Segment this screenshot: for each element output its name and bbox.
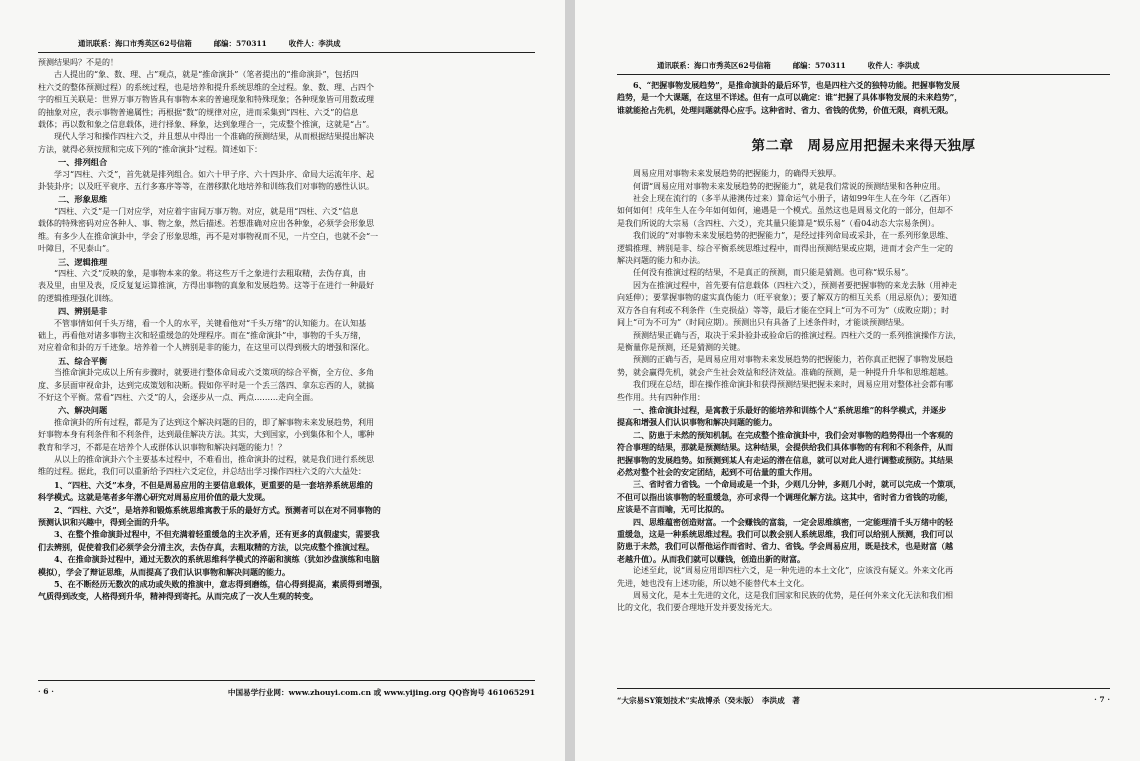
text-line: 3、在整个推命演卦过程中，不但充满着轻重缓急的主次矛盾，还有更多的真假虚实，需要我: [38, 529, 380, 540]
text-line: 学习“四柱、六爻”，首先就是排列组合。如六十甲子序、六十四卦序、命局大运流年序、起: [38, 169, 375, 179]
text-line: 科学模式。这就是笔者多年潜心研究对周易应用价值的最大发现。: [38, 492, 270, 503]
header-postcode: 邮编：570311: [213, 39, 267, 48]
text-line: 不管事情如何千头万绪，看一个人的水平，关键看他对“千头万绪”的认知能力。在认知基: [38, 318, 367, 328]
text-line: 模拟），学会了辩证思维，从而提高了我们认识事物和解决问题的能力。: [38, 566, 290, 577]
text-line: 不好这个平衡。常看“四柱、六爻”的人，会逐步从一点、两点………走向全面。: [38, 392, 319, 402]
text-line: 叶障目，不见泰山”。: [38, 244, 115, 254]
footer-book: “大宗易SY策划技术”实战博杀（癸未版） 李洪成 著: [617, 696, 800, 705]
text-line: 论述至此，说“周易应用即四柱六爻，是一种先进的本土文化”，应该没有疑义。外来文化再: [617, 566, 954, 576]
text-line: 字的相互关联是：世界万事万物皆具有事物本来的普遍现象和特殊现象；各种现象皆可用数或理: [38, 95, 374, 105]
book-gutter: [565, 0, 575, 761]
page-number: · 6 ·: [38, 687, 54, 696]
text-line: 任何没有推演过程的结果，不是真正的预测，而只能是猜测。也可称“娱乐易”。: [617, 268, 914, 278]
chapter-title: 第二章 周易应用把握未来得天独厚: [751, 138, 976, 155]
page-footer: [617, 688, 1110, 706]
section-heading: 六、解决问题: [58, 405, 108, 416]
text-line: 周易应用对事物未来发展趋势的把握能力，的确得天独厚。: [617, 169, 841, 179]
text-line: 解决问题的能力和办法。: [617, 256, 705, 266]
left-page: [0, 0, 565, 761]
text-line: 推命演卦的所有过程，都是为了达到这个解决问题的目的，即了解事物未来发展趋势，利用: [38, 417, 374, 427]
text-line: 预测结果正确与否，取决于采卦验卦或验命后的推演过程。四柱六爻的一系列推演操作方法，: [617, 330, 961, 340]
text-line: 四、思维蕴密创造财富。一个会赚钱的富翁，一定会思维缜密，一定能理清千头万绪中的轻: [617, 516, 953, 527]
text-line: 不但可以指出该事物的轻重缓急，亦可求得一个调理化解方法。这其中，省时省力省钱的功能，: [617, 491, 953, 502]
text-line: 维的过程。据此，我们可以重新给予四柱六爻定位，并总结出学习操作四柱六爻的六大益处：: [38, 467, 366, 477]
text-line: 周易文化，是本土先进的文化，这是我们国家和民族的优势，是任何外来文化无法和我们相: [617, 591, 953, 601]
text-line: 好事物本身有利条件和不利条件，达到最佳解决方法。其实，大到国家，小到集体和个人，哪种: [38, 430, 374, 440]
text-line: 的逻辑推理强化训练。: [38, 293, 118, 303]
left-body-text: [38, 57, 535, 603]
text-line: 2、“四柱、六爻”，是培养和锻炼系统思维寓教于乐的最好方式。预测者可以在对不同事物的: [38, 504, 381, 515]
text-line: 是我们所说的大宗易（含四柱、六爻），充其量只能算是“娱乐易”（看04动态大宗易条例）。: [617, 218, 940, 228]
text-line: 教育和学习，不都是在培养个人或群体认识事物和解决问题的能力！？: [38, 442, 286, 452]
text-line: 防患于未然，我们可以帮他运作而省时、省力、省钱。学会周易应用，既是技术，也是财富（越: [617, 541, 953, 552]
text-line: 预测结果吗？不是的！: [38, 58, 118, 67]
text-line: 逻辑推理、辨别是非、综合平衡系统思维过程中，而得出预测结果或应期，进而才会产生一定的: [617, 243, 953, 253]
text-line: 表及里，由里及表，反反复复运算推演，方得出事物的真象和发展趋势。这等于在进行一种最好: [38, 281, 374, 291]
text-line: 把握事物的发展趋势。如预测到某人有走运的潜在信息，就可以对此人进行调整或预防。其结果: [617, 454, 953, 465]
text-line: 间上“可为不可为”（时间应期）。预测出只有具备了上述条件时，才能谈预测结果。: [617, 318, 910, 328]
text-line: 我们说的“对事物未来发展趋势的把握能力”，是经过排列命局或采卦，在一系列形象思维、: [617, 231, 954, 241]
text-line: 如何如何！戌年生人在今年如何如何，遍遇是一个模式。虽然这也是周易文化的一部分，但却不: [617, 206, 953, 216]
section-heading: 二、形象思维: [58, 194, 108, 205]
text-line: 从以上的推命演卦六个主要基本过程中，不难看出，推命演卦的过程，就是我们进行系统思: [38, 455, 374, 464]
text-line: 何谓“周易应用对事物未来发展趋势的把握能力”，就是我们常说的预测结果和各种应用。: [617, 181, 946, 191]
text-line: 趋势，是一个大课题，在这里不详述。但有一点可以确定：谁“把握了具体事物发展的未来趋势”，: [617, 92, 963, 103]
header-postcode: 邮编：570311: [792, 61, 846, 70]
text-line: 二、防患于未然的预知机制。在完成整个推命演卦中，我们会对事物的趋势得出一个客观的: [617, 429, 953, 440]
text-line: 度、多层面审视命卦，达到完成策划和决断。假如你平时是一个丢三落四、拿东忘西的人，就搞: [38, 380, 374, 390]
text-line: “四柱、六爻”反映的象，是事物本来的象。将这些万千之象进行去粗取精，去伪存真，由: [38, 268, 367, 278]
text-line: 础上，再看他对诸多事物主次和轻重缓急的处理程序。而在“推命演卦”中，事物的千头万绪，: [38, 330, 367, 340]
text-line: 提高和增强人们认识事物和解决问题的能力。: [617, 417, 777, 428]
right-body-text: [617, 168, 1110, 615]
header-recipient: 收件人：李洪成: [288, 39, 341, 48]
page-header: [38, 38, 535, 49]
text-line: 方法，就得必须按照和完成下列的“推命演卦”过程。简述如下：: [38, 144, 263, 154]
text-line: 应该是不言而喻，无可比拟的。: [617, 504, 729, 515]
text-line: 预测认识和兴趣中，得到全面的升华。: [38, 517, 174, 528]
right-intro-text: [617, 79, 1110, 116]
text-line: 符合事理的结果，那就是预测结果。这种结果，会提供给我们具体事物的有利和不利条件，从而: [617, 442, 953, 453]
footer-site: 中国易学行业网：www.zhouyi.com.cn 或 www.yijing.org QQ咨询号 461065291: [227, 688, 535, 697]
text-line: 一、推命演卦过程，是寓教于乐最好的能培养和训练个人“系统思维”的科学模式，并逐步: [617, 404, 947, 415]
text-line: 维。有多少人在推命演卦中，学会了形象思维，再不是对事物视而不见，一片空白，也就不会“一: [38, 231, 379, 241]
text-line: 双方各自有利或不利条件（生克损益）等等，最后才能在空间上“可为不可为”（成败应期）；时: [617, 305, 950, 315]
text-line: 些作用。共有四种作用：: [617, 392, 705, 402]
text-line: 1、“四柱、六爻”本身，不但是周易应用的主要信息载体，更重要的是一套培养系统思维的: [38, 479, 373, 490]
text-line: 必然对整个社会的安定团结，起到不可估量的重大作用。: [617, 466, 817, 477]
text-line: 当推命演卦完成以上所有步骤时，就要进行整体命局或六爻策项的综合平衡，全方位、多角: [38, 368, 374, 378]
text-line: 6、“把握事物发展趋势”，是推命演卦的最后环节，也是四柱六爻的独特功能。把握事物发展: [617, 80, 960, 90]
text-line: 因为在推演过程中，首先要有信息载体（四柱六爻），预测者要把握事物的来龙去脉（用神走: [617, 280, 957, 290]
text-line: 载体；再以数和象之信息载体，进行择象、释象，达到象理合一，完成整个推演，这就是“占”。: [38, 120, 375, 130]
header-recipient: 收件人：李洪成: [867, 61, 920, 70]
header-rule: [38, 52, 535, 53]
text-line: 社会上现在流行的（多半从港澳传过来）算命运气小册子，诸如99年生人在今年（乙酉年）: [617, 194, 956, 204]
text-line: 势，就会赢得先机，就会产生社会效益和经济效益。准确的预测，是一种提升升华和思维超越。: [617, 367, 953, 377]
text-line: “四柱、六爻”是一门对应学，对应着宇宙间万事万物。对应，就是用“四柱、六爻”信息: [38, 206, 359, 216]
header-address: 通讯联系：海口市秀英区62号信箱: [657, 61, 771, 70]
text-line: 是衡量你是预测，还是猜测的关键。: [617, 342, 745, 352]
section-heading: 四、辨别是非: [58, 306, 108, 317]
text-line: 的抽象对应，表示事物普遍属性；再根据“数”的规律对应，进而采集到“四柱、六爻”的信息: [38, 107, 359, 117]
text-line: 们去辨别，促使着我们必须学会分清主次，去伪存真，去粗取精的方法，以完成整个推演过程。: [38, 541, 374, 552]
text-line: 我们现在总结，即在操作推命演卦和获得预测结果把握未来时，周易应用对整体社会都有哪: [617, 380, 953, 390]
page-number: · 7 ·: [1094, 695, 1110, 704]
text-line: 卦装卦序；以及旺平衰序、五行多寡序等等，在潜移默化地培养和训练我们对事物的感性认识。: [38, 182, 374, 192]
text-line: 4、在推命演卦过程中，通过无数次的系统思维科学模式的淬砺和演练（犹如沙盘演练和电脑: [38, 554, 380, 565]
right-page: [575, 0, 1140, 761]
page-header: [617, 60, 1110, 71]
text-line: 预测的正确与否，是周易应用对事物未来发展趋势的把握能力，若你真正把握了事物发展趋: [617, 355, 953, 365]
section-heading: 五、综合平衡: [58, 355, 108, 366]
section-heading: 三、逻辑推理: [58, 256, 108, 267]
text-line: 三、省时省力省钱。一个命局或是一个卦，少则几分钟，多则几小时，就可以完成一个策项，: [617, 479, 961, 490]
page-footer: [38, 680, 535, 698]
text-line: 向延伸）；要掌握事物的虚实真伪能力（旺平衰象）；要了解双方的相互关系（用忌原仇）；要知道: [617, 293, 957, 303]
text-line: 5、在不断经历无数次的成功或失败的推演中，意志得到磨练，信心得到提高，素质得到增强，: [38, 579, 388, 590]
text-line: 先进，她也没有上述功能，所以她不能替代本土文化。: [617, 578, 809, 588]
text-line: 现代人学习和操作四柱六爻，并且想从中得出一个准确的预测结果，从而根据结果提出解决: [38, 132, 374, 142]
text-line: 老越升值）。从而我们就可以赚钱，创造出新的财富。: [617, 553, 805, 564]
text-line: 重缓急，这是一种系统思维过程。我们可以教会别人系统思维，我们可以给别人预测，我们可以: [617, 529, 953, 539]
text-line: 比的文化，我们要合理地开发并要发扬光大。: [617, 603, 777, 613]
text-line: 柱六爻的整体预测过程）的系统过程，也是培养和提升系统思维的全过程。象、数、理、占四个: [38, 82, 374, 92]
header-address: 通讯联系：海口市秀英区62号信箱: [78, 39, 192, 48]
text-line: 气质得到改变，人格得到升华，精神得到寄托。从而完成了一次人生观的转变。: [38, 591, 318, 602]
text-line: 载体的特殊密码对应各种人、事、物之象，然后描述。若想准确对应出各种象，必须学会形象思: [38, 219, 374, 229]
section-heading: 一、排列组合: [58, 157, 108, 168]
header-rule: [617, 74, 1110, 75]
text-line: 古人提出的“象、数、理、占”观点，就是“推命演卦”（笔者提出的“推命演卦”，包括四: [38, 70, 359, 80]
text-line: 对应着命和卦的万千迹象。培养着一个人辨别是非的能力，在这里可以得到极大的增强和深化。: [38, 343, 374, 353]
text-line: 谁就能抢占先机，处理问题就得心应手。这种省时、省力、省钱的优势，价值无限，商机无限。: [617, 104, 953, 115]
